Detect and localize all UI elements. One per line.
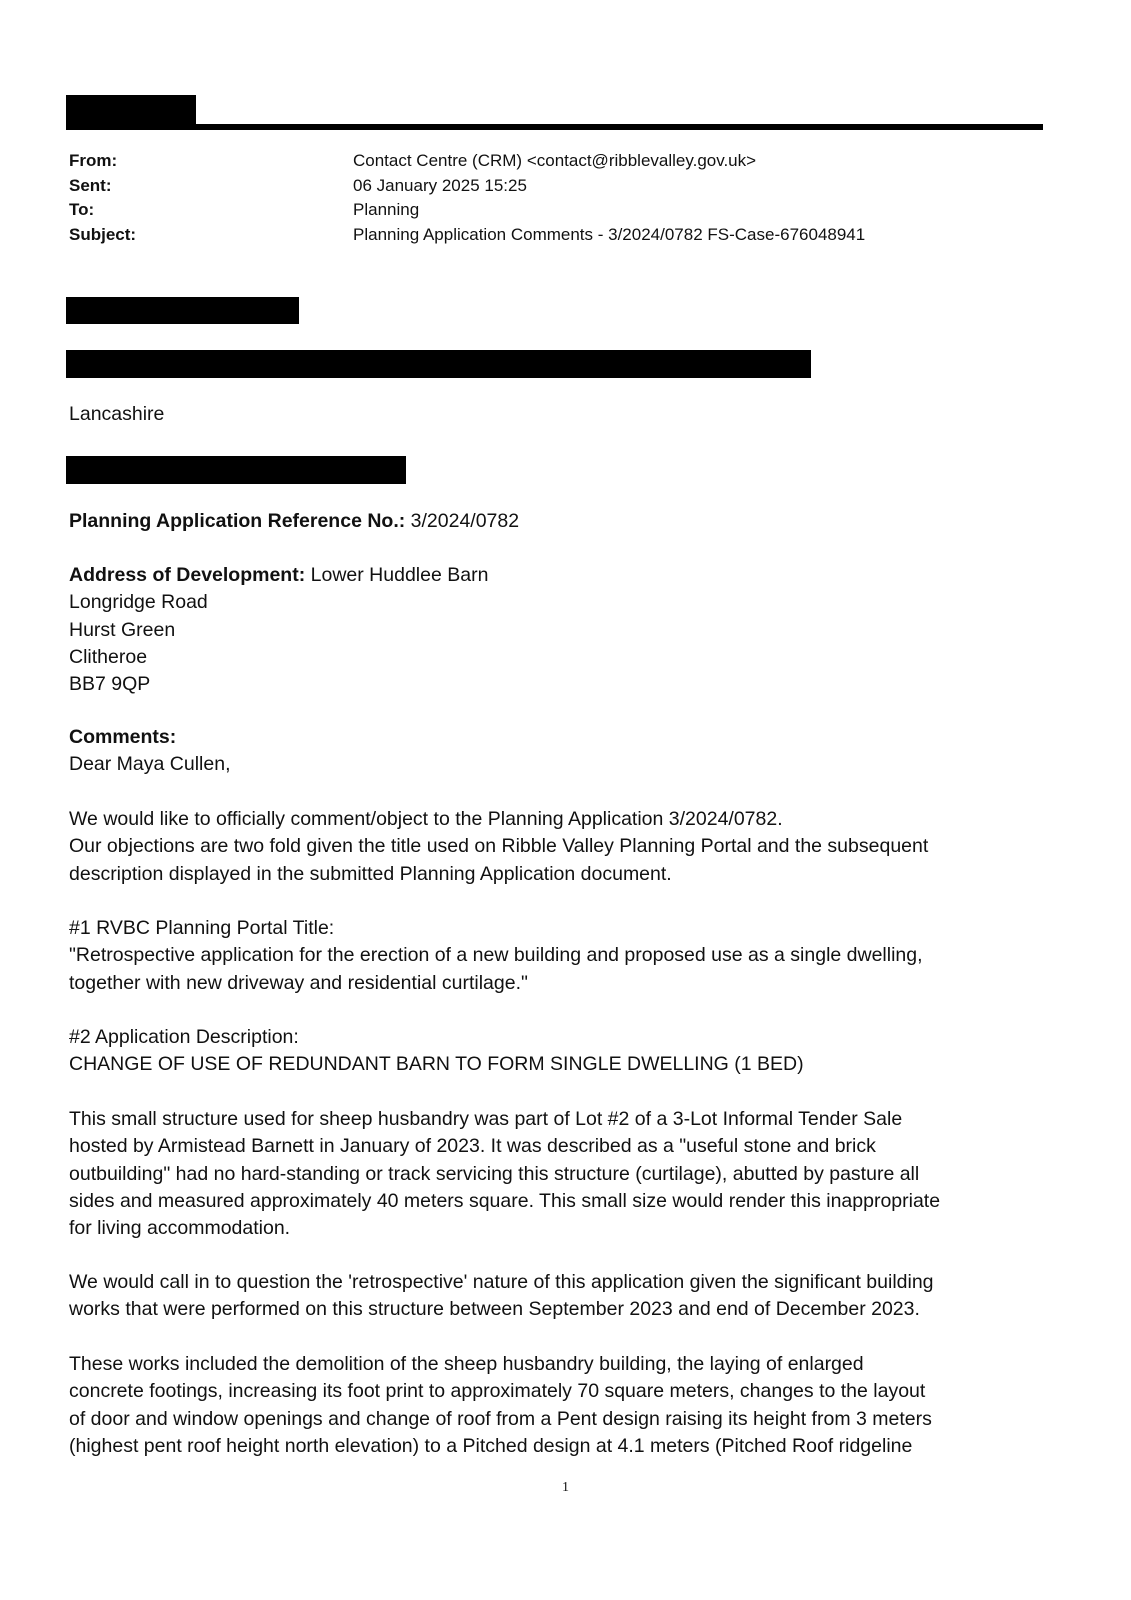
comments-heading bbox=[69, 724, 1059, 779]
greeting: Dear Maya Cullen, bbox=[69, 753, 231, 776]
reference-label: Planning Application Reference No.: bbox=[69, 510, 406, 532]
paragraph-4-line: for living accommodation. bbox=[69, 1217, 291, 1240]
paragraph-5-line: works that were performed on this structure between September 2023 and end of December 2023. bbox=[69, 1298, 920, 1321]
from-row bbox=[69, 149, 1049, 174]
address-line-4: Clitheroe bbox=[69, 645, 148, 668]
paragraph-6-line: concrete footings, increasing its foot print to approximately 70 square meters, changes to the layout bbox=[69, 1380, 926, 1403]
email-metadata bbox=[69, 149, 1049, 247]
paragraph-1 bbox=[69, 806, 1059, 888]
paragraph-1-line: Our objections are two fold given the title used on Ribble Valley Planning Portal and the subsequent bbox=[69, 835, 929, 858]
paragraph-3 bbox=[69, 1024, 1059, 1079]
paragraph-1-line: We would like to officially comment/object to the Planning Application 3/2024/0782. bbox=[69, 808, 783, 830]
paragraph-4-line: This small structure used for sheep husbandry was part of Lot #2 of a 3-Lot Informal Tender Sale bbox=[69, 1108, 903, 1130]
application-reference bbox=[69, 508, 1059, 535]
reference-line bbox=[69, 508, 1059, 535]
paragraph-6-line: These works included the demolition of the sheep husbandry building, the laying of enlarged bbox=[69, 1353, 864, 1375]
paragraph-5-line: We would call in to question the 'retrospective' nature of this application given the significant building bbox=[69, 1271, 934, 1293]
paragraph-3-line: #2 Application Description: bbox=[69, 1026, 299, 1048]
county-line: Lancashire bbox=[69, 403, 165, 425]
reference-value: 3/2024/0782 bbox=[410, 510, 520, 532]
paragraph-2-line: #1 RVBC Planning Portal Title: bbox=[69, 917, 335, 939]
address-line-1 bbox=[69, 562, 1059, 589]
paragraph-6-line: of door and window openings and change of roof from a Pent design raising its height from 3 meters bbox=[69, 1407, 932, 1430]
paragraph-2 bbox=[69, 915, 1059, 997]
redaction-contact bbox=[66, 456, 406, 484]
subject-row bbox=[69, 223, 1049, 248]
comments-label: Comments: bbox=[69, 726, 177, 748]
address-value-1: Lower Huddlee Barn bbox=[310, 564, 489, 586]
county-text bbox=[69, 401, 1059, 428]
paragraph-1-line: description displayed in the submitted Planning Application document. bbox=[69, 862, 672, 885]
page-number: 1 bbox=[562, 1480, 569, 1495]
sent-label: Sent: bbox=[69, 175, 112, 195]
paragraph-6 bbox=[69, 1351, 1059, 1460]
from-value: Contact Centre (CRM) <contact@ribblevalley.gov.uk> bbox=[353, 151, 757, 170]
paragraph-3-line: CHANGE OF USE OF REDUNDANT BARN TO FORM SINGLE DWELLING (1 BED) bbox=[69, 1053, 804, 1076]
header-redaction bbox=[66, 95, 196, 126]
address-line-2: Longridge Road bbox=[69, 591, 208, 614]
paragraph-5 bbox=[69, 1269, 1059, 1324]
from-label: From: bbox=[69, 151, 118, 170]
to-label: To: bbox=[69, 200, 95, 219]
paragraph-6-line: (highest pent roof height north elevation) to a Pitched design at 4.1 meters (Pitched Roof ridgeline bbox=[69, 1434, 913, 1457]
sent-value: 06 January 2025 15:25 bbox=[353, 175, 527, 195]
development-address bbox=[69, 562, 1059, 698]
address-line-3: Hurst Green bbox=[69, 618, 176, 641]
header-rule bbox=[66, 124, 1043, 130]
address-label: Address of Development: bbox=[69, 564, 306, 586]
paragraph-4-line: outbuilding" had no hard-standing or track servicing this structure (curtilage), abutted by pasture all bbox=[69, 1162, 920, 1185]
sent-row bbox=[69, 174, 1049, 199]
paragraph-4-line: hosted by Armistead Barnett in January of 2023. It was described as a "useful stone and brick bbox=[69, 1135, 876, 1158]
redaction-name bbox=[66, 297, 299, 324]
paragraph-4-line: sides and measured approximately 40 meters square. This small size would render this inappropriate bbox=[69, 1189, 941, 1212]
paragraph-2-line: "Retrospective application for the erection of a new building and proposed use as a single dwelling, bbox=[69, 944, 923, 967]
address-line-5: BB7 9QP bbox=[69, 673, 151, 696]
paragraph-2-line: together with new driveway and residential curtilage." bbox=[69, 971, 528, 994]
redaction-address bbox=[66, 350, 811, 378]
to-row bbox=[69, 198, 1049, 223]
paragraph-4 bbox=[69, 1106, 1059, 1242]
subject-value: Planning Application Comments - 3/2024/0782 FS-Case-676048941 bbox=[353, 224, 866, 244]
to-value: Planning bbox=[353, 200, 420, 219]
subject-label: Subject: bbox=[69, 224, 137, 244]
